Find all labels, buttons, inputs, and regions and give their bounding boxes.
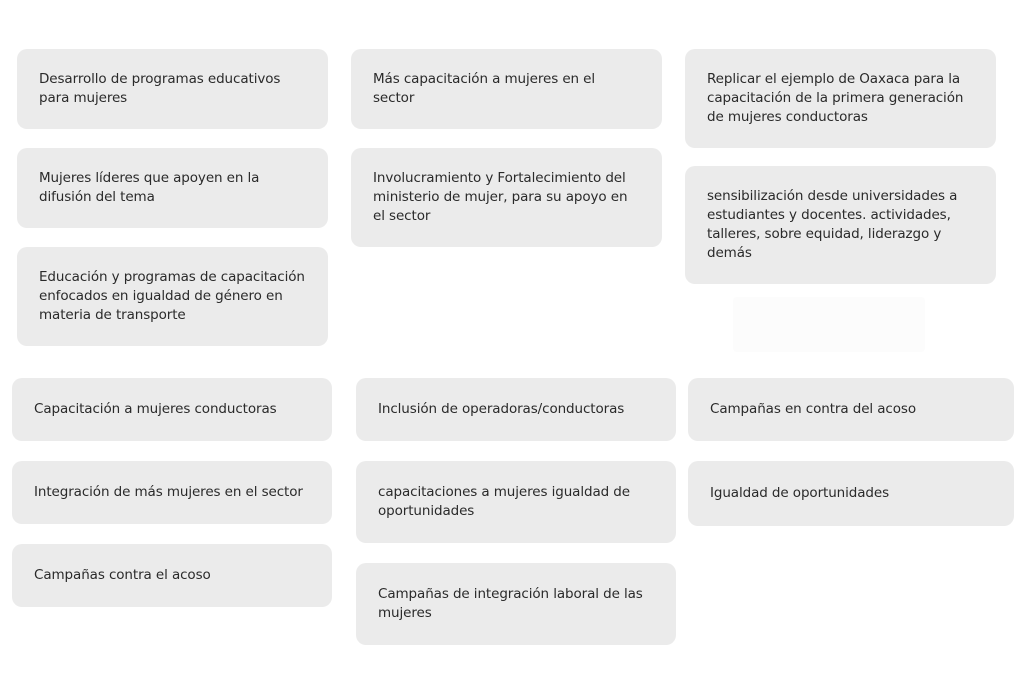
- card-inclusion-operadoras: [356, 378, 676, 441]
- card-involucramiento: [351, 148, 662, 247]
- card-text: capacitaciones a mujeres igualdad de oportunidades: [378, 484, 630, 519]
- card-text: Campañas en contra del acoso: [710, 401, 917, 417]
- card-replicar-oaxaca: [685, 49, 996, 148]
- card-text: Involucramiento y Fortalecimiento del ministerio de mujer, para su apoyo en el sector: [373, 170, 628, 224]
- card-text: sensibilización desde universidades a estudiantes y docentes. actividades, talleres, sobre equidad, liderazgo y demás: [707, 188, 958, 261]
- card-mas-capacitacion: [351, 49, 662, 129]
- card-text: Campañas contra el acoso: [34, 567, 211, 583]
- card-text: Inclusión de operadoras/conductoras: [378, 401, 625, 417]
- card-capacitacion-conductoras: [12, 378, 332, 441]
- card-text: Integración de más mujeres en el sector: [34, 484, 303, 500]
- card-capacitaciones-igualdad: [356, 461, 676, 543]
- card-text: Mujeres líderes que apoyen en la difusión del tema: [39, 170, 260, 205]
- card-text: Educación y programas de capacitación enfocados en igualdad de género en materia de transporte: [39, 269, 305, 323]
- card-campanas-contra-acoso: [12, 544, 332, 607]
- blank-placeholder: [733, 297, 925, 352]
- card-campanas-en-contra-acoso: [688, 378, 1014, 441]
- card-integracion-mujeres: [12, 461, 332, 524]
- card-text: Desarrollo de programas educativos para mujeres: [39, 71, 281, 106]
- card-desarrollo-programas: [17, 49, 328, 129]
- card-campanas-integracion-laboral: [356, 563, 676, 645]
- card-sensibilizacion: [685, 166, 996, 284]
- card-mujeres-lideres: [17, 148, 328, 228]
- card-text: Igualdad de oportunidades: [710, 485, 890, 501]
- card-text: Capacitación a mujeres conductoras: [34, 401, 277, 417]
- card-educacion-programas: [17, 247, 328, 346]
- card-igualdad-oportunidades: [688, 461, 1014, 526]
- card-text: Más capacitación a mujeres en el sector: [373, 71, 596, 106]
- card-text: Campañas de integración laboral de las mujeres: [378, 586, 643, 621]
- card-text: Replicar el ejemplo de Oaxaca para la capacitación de la primera generación de mujeres conductoras: [707, 71, 964, 125]
